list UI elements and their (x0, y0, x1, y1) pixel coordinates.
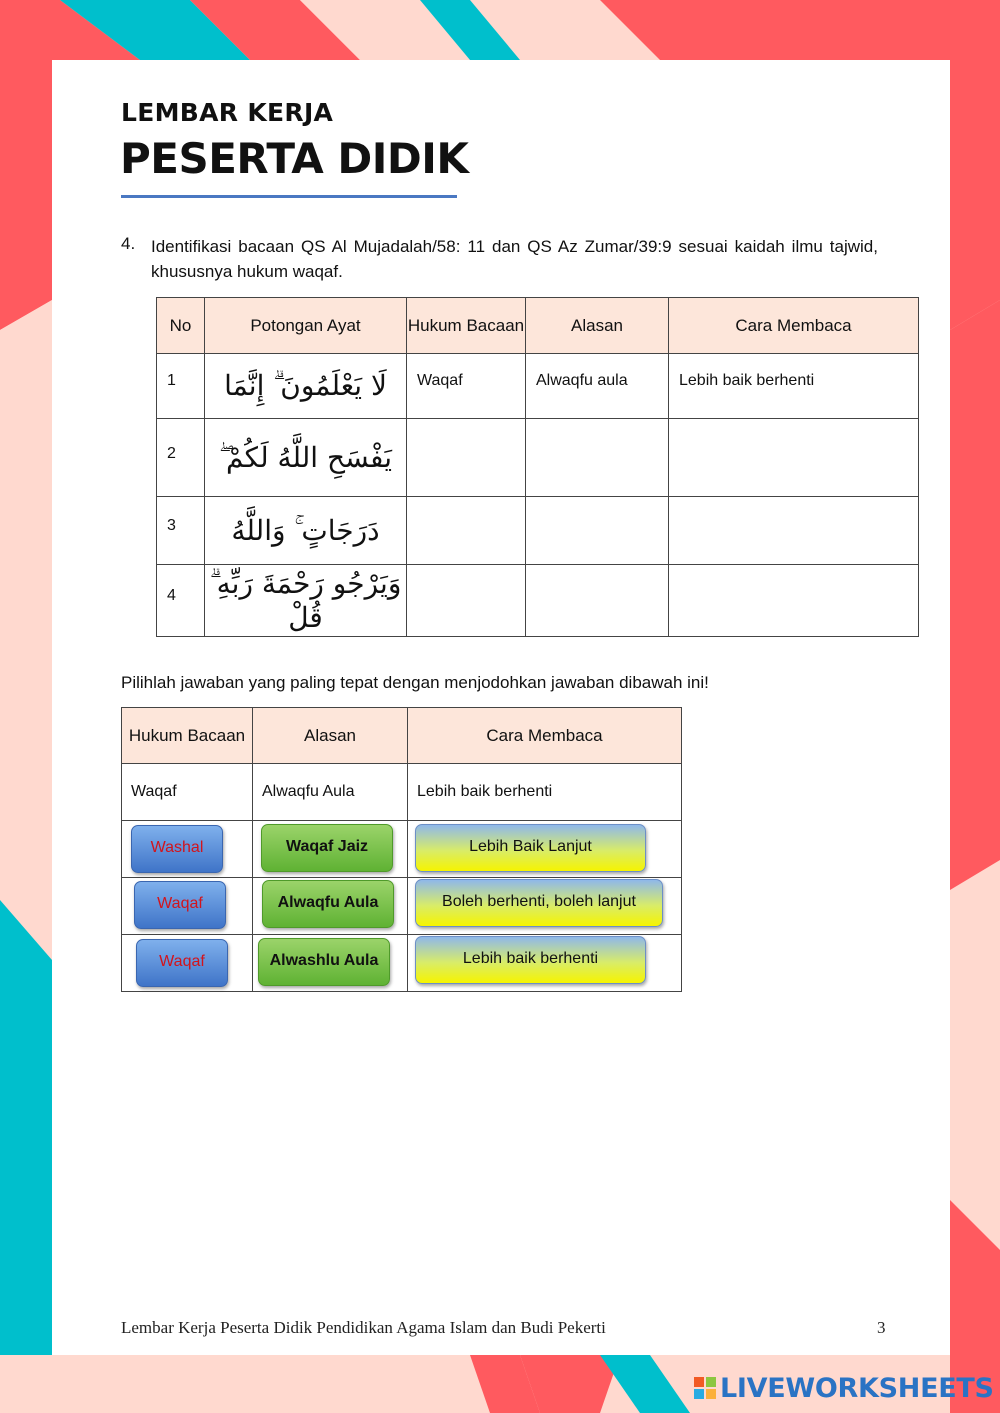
footer-text: Lembar Kerja Peserta Didik Pendidikan Agama Islam dan Budi Pekerti (121, 1318, 606, 1337)
option-washal-button[interactable]: Washal (131, 825, 223, 873)
option-cell (408, 935, 682, 992)
table-header-row (157, 298, 919, 354)
option-row (122, 935, 682, 992)
option-alwashlu-aula-button[interactable]: Alwashlu Aula (258, 938, 390, 986)
option-cell (122, 935, 253, 992)
header-cara-membaca: Cara Membaca (408, 708, 682, 764)
option-cell (253, 878, 408, 935)
example-row (122, 764, 682, 821)
cell-cara[interactable] (669, 565, 919, 637)
liveworksheets-logo-icon (694, 1377, 716, 1399)
option-alwaqfu-aula-button[interactable]: Alwaqfu Aula (262, 880, 394, 928)
example-cara: Lebih baik berhenti (408, 764, 682, 821)
option-lebih-baik-berhenti-button[interactable]: Lebih baik berhenti (415, 936, 646, 984)
header-underline (121, 195, 457, 198)
cell-no: 3 (157, 497, 205, 565)
option-cell (122, 821, 253, 878)
option-waqaf-button[interactable]: Waqaf (134, 881, 226, 929)
question-number: 4. (121, 234, 136, 253)
example-hukum: Waqaf (122, 764, 253, 821)
cell-alasan[interactable] (526, 497, 669, 565)
table-row (157, 419, 919, 497)
cell-ayat (205, 354, 407, 419)
cell-ayat (205, 497, 407, 565)
cell-hukum: Waqaf (407, 354, 526, 419)
table-row (157, 565, 919, 637)
header-title-line1: LEMBAR KERJA (121, 98, 334, 127)
cell-ayat (205, 419, 407, 497)
matching-instruction: Pilihlah jawaban yang paling tepat dengan menjodohkan jawaban dibawah ini! (121, 673, 709, 692)
option-cell (253, 935, 408, 992)
option-row (122, 878, 682, 935)
ayat-text: لَا يَعْلَمُونَ ۗ إِنَّمَا (224, 369, 387, 402)
cell-no: 1 (157, 354, 205, 419)
example-alasan: Alwaqfu Aula (253, 764, 408, 821)
ayat-text: يَفْسَحِ اللَّهُ لَكُمْ ۖ (218, 440, 393, 474)
header-potongan-ayat: Potongan Ayat (205, 298, 407, 354)
cell-alasan: Alwaqfu aula (526, 354, 669, 419)
cell-ayat (205, 565, 407, 637)
option-row (122, 821, 682, 878)
ayat-text: وَيَرْجُو رَحْمَةَ رَبِّهِ ۗ قُلْ (209, 567, 402, 634)
cell-alasan[interactable] (526, 419, 669, 497)
page-number: 3 (877, 1318, 886, 1337)
option-cell (253, 821, 408, 878)
cell-cara[interactable] (669, 419, 919, 497)
option-cell (408, 821, 682, 878)
cell-hukum[interactable] (407, 419, 526, 497)
header-title-line2: PESERTA DIDIK (120, 134, 469, 183)
header-no: No (157, 298, 205, 354)
table-row (157, 354, 919, 419)
header-hukum-bacaan: Hukum Bacaan (407, 298, 526, 354)
table-row (157, 497, 919, 565)
option-waqaf-jaiz-button[interactable]: Waqaf Jaiz (261, 824, 393, 872)
question-text: Identifikasi bacaan QS Al Mujadalah/58: 11 dan QS Az Zumar/39:9 sesuai kaidah ilmu tajwid, khususnya hukum waqaf. (151, 237, 878, 281)
cell-hukum[interactable] (407, 497, 526, 565)
cell-no: 4 (157, 565, 205, 637)
header-hukum-bacaan: Hukum Bacaan (122, 708, 253, 764)
cell-cara: Lebih baik berhenti (669, 354, 919, 419)
cell-no: 2 (157, 419, 205, 497)
cell-alasan[interactable] (526, 565, 669, 637)
header-cara-membaca: Cara Membaca (669, 298, 919, 354)
cell-cara[interactable] (669, 497, 919, 565)
cell-hukum[interactable] (407, 565, 526, 637)
option-boleh-berhenti-button[interactable]: Boleh berhenti, boleh lanjut (415, 879, 663, 927)
option-waqaf-button[interactable]: Waqaf (136, 939, 228, 987)
liveworksheets-brand[interactable]: LIVEWORKSHEETS (720, 1373, 994, 1404)
option-cell (408, 878, 682, 935)
header-alasan: Alasan (526, 298, 669, 354)
header-alasan: Alasan (253, 708, 408, 764)
option-cell (122, 878, 253, 935)
ayat-text: دَرَجَاتٍ ۚ وَاللَّهُ (231, 513, 380, 547)
matching-table (121, 707, 682, 992)
table-header-row (122, 708, 682, 764)
tajwid-table (156, 297, 919, 637)
option-lebih-baik-lanjut-button[interactable]: Lebih Baik Lanjut (415, 824, 646, 872)
